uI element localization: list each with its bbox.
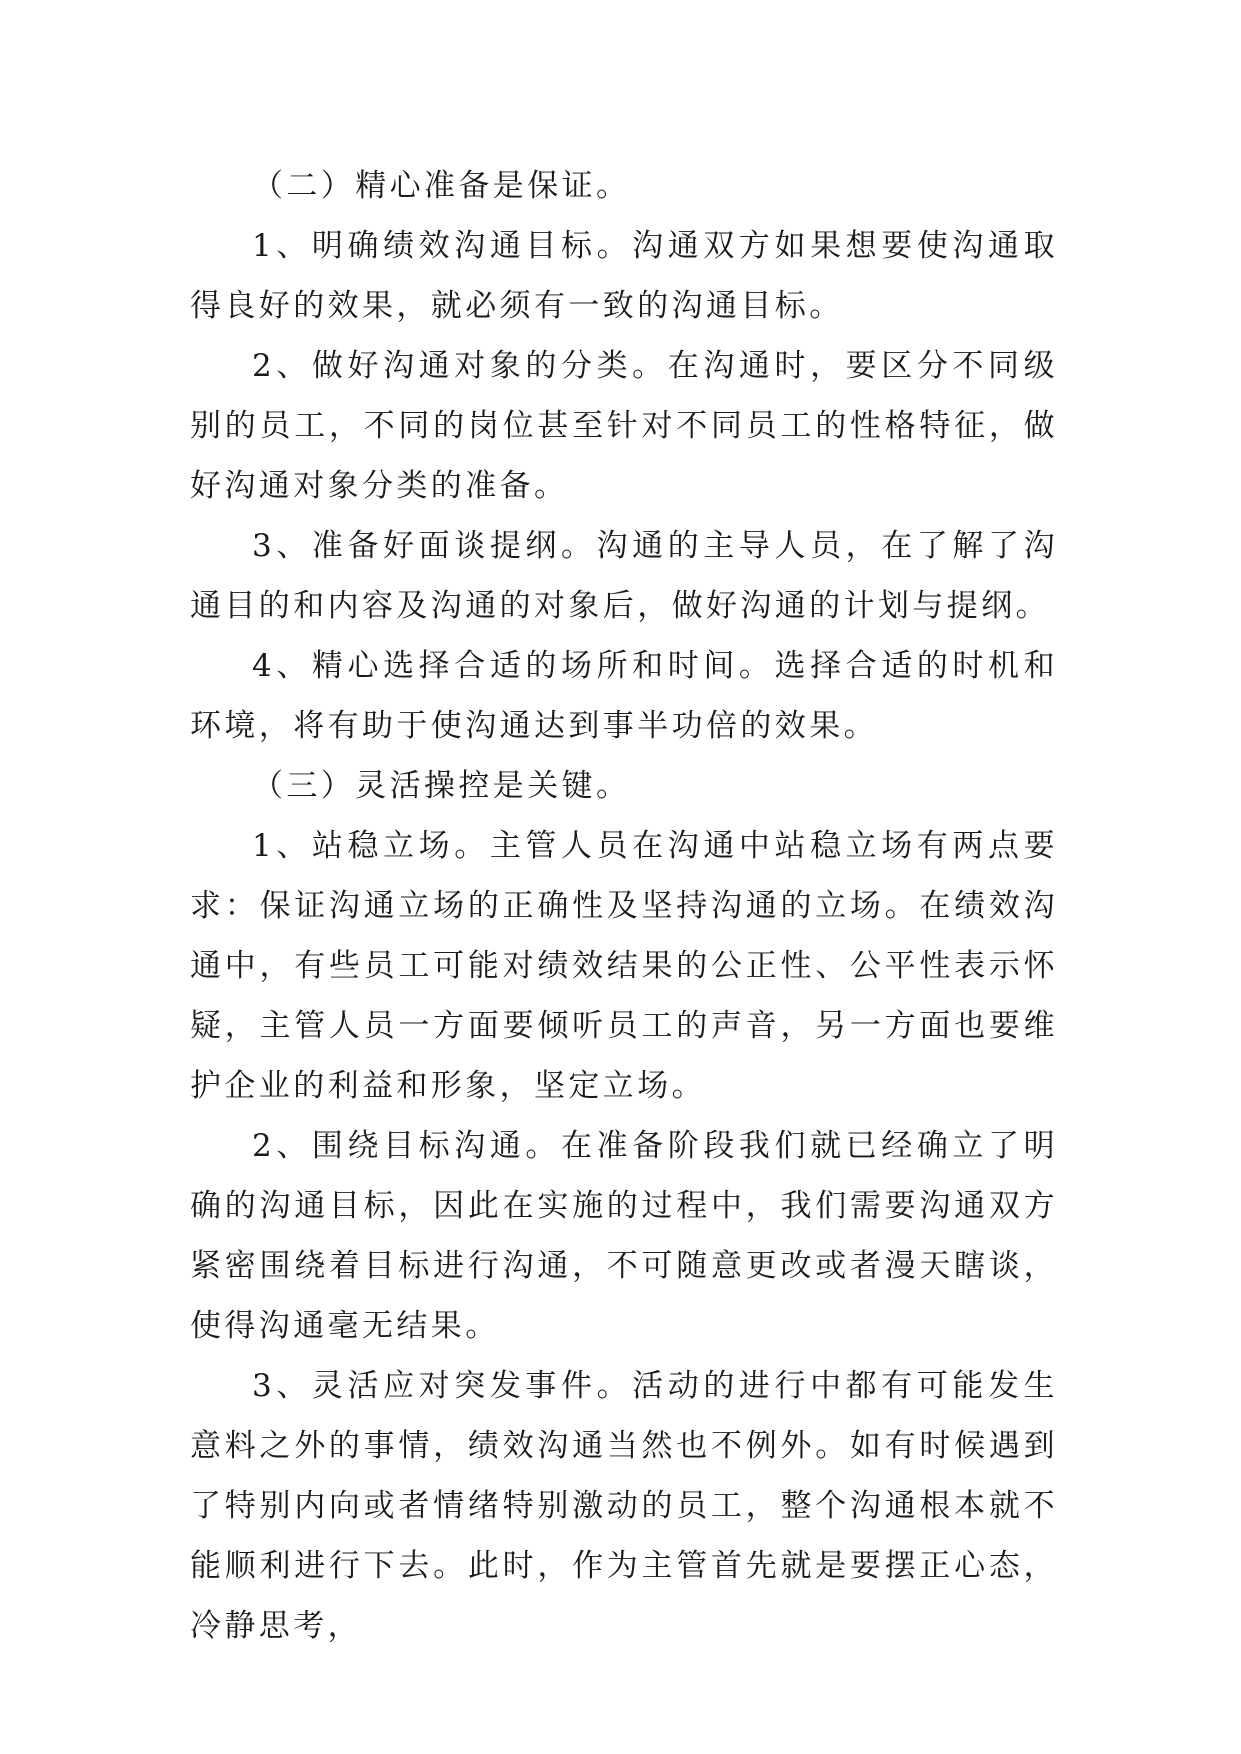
paragraph-emergency: 3、灵活应对突发事件。活动的进行中都有可能发生意料之外的事情，绩效沟通当然也不例外。如有时候遇到了特别内向或者情绪特别激动的员工，整个沟通根本就不能顺利进行下去。此时，作为主管首先就是要摆正心态，冷静思考，: [190, 1368, 1058, 1644]
section-heading-control: （三）灵活操控是关键。: [252, 768, 631, 804]
paragraph-target: 2、围绕目标沟通。在准备阶段我们就已经确立了明确的沟通目标，因此在实施的过程中，我们需要沟通双方紧密围绕着目标进行沟通，不可随意更改或者漫天瞎谈，使得沟通毫无结果。: [190, 1128, 1058, 1344]
paragraph-goal: 1、明确绩效沟通目标。沟通双方如果想要使沟通取得良好的效果，就必须有一致的沟通目标。: [190, 228, 1058, 324]
paragraph-outline: 3、准备好面谈提纲。沟通的主导人员，在了解了沟通目的和内容及沟通的对象后，做好沟通的计划与提纲。: [190, 528, 1058, 624]
paragraph-stance: 1、站稳立场。主管人员在沟通中站稳立场有两点要求：保证沟通立场的正确性及坚持沟通的立场。在绩效沟通中，有些员工可能对绩效结果的公正性、公平性表示怀疑，主管人员一方面要倾听员工的声音，另一方面也要维护企业的利益和形象，坚定立场。: [190, 828, 1058, 1104]
section-heading-preparation: （二）精心准备是保证。: [252, 168, 631, 204]
paragraph-classification: 2、做好沟通对象的分类。在沟通时，要区分不同级别的员工，不同的岗位甚至针对不同员工的性格特征，做好沟通对象分类的准备。: [190, 348, 1058, 504]
paragraph-venue-time: 4、精心选择合适的场所和时间。选择合适的时机和环境，将有助于使沟通达到事半功倍的效果。: [190, 648, 1058, 744]
document-body: [190, 156, 1058, 1656]
